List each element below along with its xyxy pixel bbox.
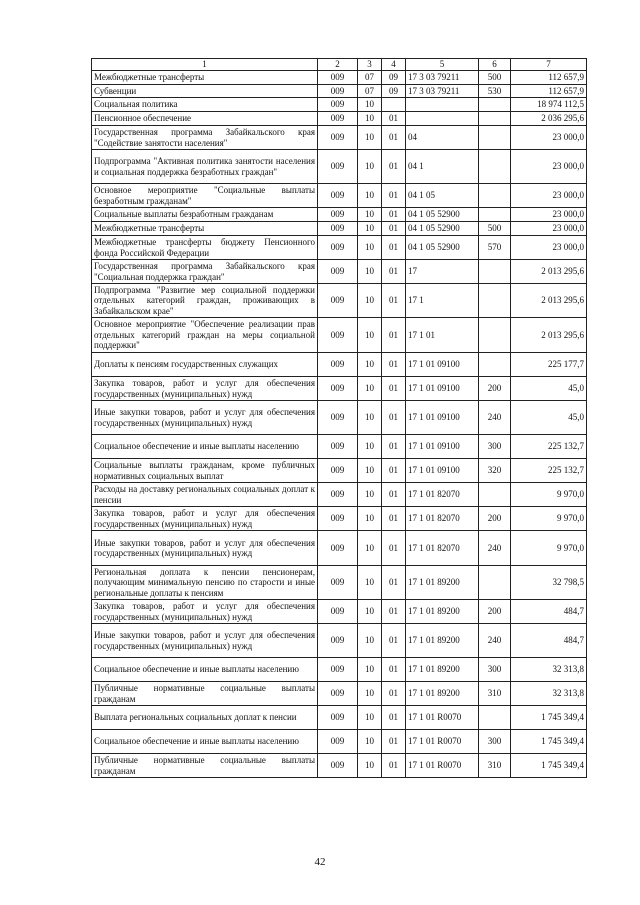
row-code-2-cell: 009 [318,507,358,531]
row-code-5-cell: 17 1 01 09100 [406,459,479,483]
row-code-3-cell: 10 [358,531,382,566]
row-code-4-cell: 01 [382,353,406,377]
row-code-3-cell: 10 [358,184,382,208]
row-code-3-cell: 10 [358,377,382,401]
row-code-2-cell: 009 [318,318,358,353]
row-code-4-cell: 01 [382,754,406,778]
row-sum-cell: 1 745 349,4 [511,730,587,754]
row-name-cell: Социальные выплаты безработным гражданам [92,208,318,222]
row-code-4-cell: 01 [382,531,406,566]
row-code-2-cell: 009 [318,624,358,658]
row-code-3-cell: 10 [358,126,382,150]
row-code-2-cell: 009 [318,284,358,318]
row-sum-cell: 225 177,7 [511,353,587,377]
row-code-6-cell: 500 [479,71,511,85]
row-code-6-cell: 240 [479,401,511,435]
table-row [92,706,587,730]
row-name-cell: Государственная программа Забайкальского края "Социальная поддержка граждан" [92,260,318,284]
row-code-5-cell: 17 1 01 89200 [406,600,479,624]
row-code-5-cell: 17 1 01 89200 [406,624,479,658]
row-code-3-cell: 10 [358,284,382,318]
row-code-5-cell [406,98,479,112]
table-row [92,71,587,85]
row-code-2-cell: 009 [318,260,358,284]
row-code-3-cell: 10 [358,236,382,260]
row-code-4-cell: 01 [382,184,406,208]
row-code-5-cell: 17 1 01 09100 [406,401,479,435]
row-code-3-cell: 10 [358,624,382,658]
table-row [92,459,587,483]
row-code-6-cell [479,260,511,284]
row-sum-cell: 9 970,0 [511,483,587,507]
row-code-2-cell: 009 [318,459,358,483]
row-name-cell: Региональная доплата к пенсии пенсионерам, получающим минимальную пенсию по старости и иные региональные доплаты к пенсиям [92,566,318,600]
row-name-cell: Основное мероприятие "Обеспечение реализации прав отдельных категорий граждан на меры социальной поддержки" [92,318,318,353]
header-cell-7: 7 [511,59,587,71]
row-code-4-cell: 01 [382,566,406,600]
header-cell-3: 3 [358,59,382,71]
row-sum-cell: 112 657,9 [511,71,587,85]
row-code-5-cell: 04 [406,126,479,150]
row-code-6-cell: 200 [479,377,511,401]
row-code-4-cell: 01 [382,284,406,318]
row-code-3-cell: 10 [358,600,382,624]
row-code-6-cell [479,208,511,222]
row-code-5-cell: 04 1 05 52900 [406,208,479,222]
row-code-3-cell: 07 [358,85,382,98]
row-code-4-cell: 01 [382,730,406,754]
table-row [92,435,587,459]
row-code-4-cell: 01 [382,483,406,507]
row-code-4-cell: 09 [382,71,406,85]
row-code-5-cell: 17 [406,260,479,284]
table-row [92,377,587,401]
row-code-6-cell: 200 [479,600,511,624]
row-code-2-cell: 009 [318,658,358,682]
row-code-2-cell: 009 [318,353,358,377]
budget-table [91,58,587,778]
row-name-cell: Социальное обеспечение и иные выплаты населению [92,730,318,754]
row-code-4-cell: 01 [382,624,406,658]
table-row [92,658,587,682]
row-sum-cell: 2 013 295,6 [511,260,587,284]
row-name-cell: Пенсионное обеспечение [92,112,318,126]
row-sum-cell: 2 013 295,6 [511,318,587,353]
row-code-2-cell: 009 [318,150,358,184]
table-row [92,600,587,624]
row-sum-cell: 484,7 [511,624,587,658]
row-name-cell: Подпрограмма "Активная политика занятости населения и социальная поддержка безработных граждан" [92,150,318,184]
table-row [92,222,587,236]
row-code-6-cell: 300 [479,658,511,682]
row-sum-cell: 32 798,5 [511,566,587,600]
row-name-cell: Публичные нормативные социальные выплаты гражданам [92,754,318,778]
row-code-4-cell: 01 [382,507,406,531]
table-row [92,353,587,377]
row-code-5-cell: 17 1 01 89200 [406,566,479,600]
row-name-cell: Закупка товаров, работ и услуг для обеспечения государственных (муниципальных) нужд [92,377,318,401]
row-code-4-cell: 01 [382,126,406,150]
table-row [92,184,587,208]
row-code-3-cell: 10 [358,260,382,284]
row-name-cell: Социальные выплаты гражданам, кроме публичных нормативных социальных выплат [92,459,318,483]
row-code-2-cell: 009 [318,236,358,260]
row-sum-cell: 32 313,8 [511,658,587,682]
row-code-6-cell [479,284,511,318]
row-name-cell: Закупка товаров, работ и услуг для обеспечения государственных (муниципальных) нужд [92,507,318,531]
row-code-2-cell: 009 [318,184,358,208]
table-row [92,98,587,112]
table-row [92,284,587,318]
row-code-6-cell [479,112,511,126]
table-row [92,624,587,658]
row-name-cell: Государственная программа Забайкальского края "Содействие занятости населения" [92,126,318,150]
row-code-4-cell: 01 [382,682,406,706]
table-row [92,260,587,284]
row-code-6-cell: 200 [479,507,511,531]
row-code-5-cell: 17 3 03 79211 [406,71,479,85]
row-code-6-cell [479,126,511,150]
row-code-3-cell: 10 [358,112,382,126]
row-sum-cell: 2 013 295,6 [511,284,587,318]
row-code-5-cell: 17 1 01 09100 [406,353,479,377]
row-name-cell: Доплаты к пенсиям государственных служащих [92,353,318,377]
table-row [92,682,587,706]
row-code-6-cell [479,184,511,208]
table-row [92,730,587,754]
row-code-3-cell: 10 [358,353,382,377]
row-code-6-cell [479,483,511,507]
row-code-5-cell: 04 1 05 52900 [406,236,479,260]
table-row [92,566,587,600]
row-code-5-cell: 17 1 01 R0070 [406,730,479,754]
row-code-3-cell: 10 [358,682,382,706]
row-code-4-cell: 01 [382,222,406,236]
row-code-2-cell: 009 [318,71,358,85]
row-name-cell: Социальное обеспечение и иные выплаты населению [92,435,318,459]
row-code-5-cell: 17 1 01 [406,318,479,353]
row-sum-cell: 9 970,0 [511,531,587,566]
header-cell-4: 4 [382,59,406,71]
row-code-3-cell: 10 [358,658,382,682]
row-name-cell: Подпрограмма "Развитие мер социальной поддержки отдельных категорий граждан, проживающих в Забайкальском крае" [92,284,318,318]
row-code-3-cell: 10 [358,401,382,435]
table-row [92,507,587,531]
row-code-2-cell: 009 [318,98,358,112]
row-code-4-cell: 01 [382,112,406,126]
row-code-2-cell: 009 [318,401,358,435]
row-code-2-cell: 009 [318,112,358,126]
row-code-3-cell: 10 [358,730,382,754]
row-code-5-cell: 04 1 05 [406,184,479,208]
table-row [92,318,587,353]
row-code-5-cell: 17 1 01 82070 [406,483,479,507]
row-name-cell: Межбюджетные трансферты [92,222,318,236]
row-sum-cell: 23 000,0 [511,208,587,222]
row-code-6-cell [479,150,511,184]
row-code-6-cell [479,566,511,600]
row-sum-cell: 23 000,0 [511,126,587,150]
table-row [92,236,587,260]
row-code-6-cell: 530 [479,85,511,98]
table-row [92,150,587,184]
row-code-5-cell: 17 1 01 89200 [406,682,479,706]
row-code-5-cell: 17 3 03 79211 [406,85,479,98]
page-number: 42 [314,856,326,868]
row-sum-cell: 9 970,0 [511,507,587,531]
row-code-4-cell: 01 [382,236,406,260]
row-code-3-cell: 07 [358,71,382,85]
row-code-5-cell: 17 1 [406,284,479,318]
row-code-2-cell: 009 [318,435,358,459]
row-sum-cell: 23 000,0 [511,236,587,260]
row-sum-cell: 2 036 295,6 [511,112,587,126]
row-code-4-cell: 09 [382,85,406,98]
row-code-4-cell: 01 [382,401,406,435]
row-code-6-cell: 500 [479,222,511,236]
row-code-2-cell: 009 [318,600,358,624]
row-code-5-cell: 17 1 01 R0070 [406,754,479,778]
table-row [92,112,587,126]
row-code-4-cell: 01 [382,600,406,624]
row-code-3-cell: 10 [358,150,382,184]
table-body [92,71,587,778]
row-sum-cell: 1 745 349,4 [511,754,587,778]
row-sum-cell: 45,0 [511,377,587,401]
row-code-3-cell: 10 [358,208,382,222]
row-name-cell: Социальное обеспечение и иные выплаты населению [92,658,318,682]
row-code-6-cell: 310 [479,682,511,706]
row-code-5-cell: 17 1 01 82070 [406,507,479,531]
header-cell-2: 2 [318,59,358,71]
row-name-cell: Иные закупки товаров, работ и услуг для обеспечения государственных (муниципальных) нужд [92,624,318,658]
row-code-5-cell: 17 1 01 89200 [406,658,479,682]
row-code-5-cell: 04 1 05 52900 [406,222,479,236]
row-name-cell: Расходы на доставку региональных социальных доплат к пенсии [92,483,318,507]
row-code-4-cell: 01 [382,706,406,730]
row-code-4-cell: 01 [382,658,406,682]
row-sum-cell: 23 000,0 [511,150,587,184]
row-code-2-cell: 009 [318,706,358,730]
row-name-cell: Иные закупки товаров, работ и услуг для обеспечения государственных (муниципальных) нужд [92,401,318,435]
row-code-2-cell: 009 [318,730,358,754]
row-name-cell: Закупка товаров, работ и услуг для обеспечения государственных (муниципальных) нужд [92,600,318,624]
row-code-6-cell: 320 [479,459,511,483]
row-sum-cell: 484,7 [511,600,587,624]
header-cell-6: 6 [479,59,511,71]
row-code-5-cell: 17 1 01 09100 [406,435,479,459]
row-code-4-cell: 01 [382,208,406,222]
row-code-2-cell: 009 [318,208,358,222]
row-code-5-cell [406,112,479,126]
row-name-cell: Субвенции [92,85,318,98]
row-sum-cell: 45,0 [511,401,587,435]
row-code-2-cell: 009 [318,566,358,600]
row-code-2-cell: 009 [318,483,358,507]
row-name-cell: Иные закупки товаров, работ и услуг для обеспечения государственных (муниципальных) нужд [92,531,318,566]
row-code-3-cell: 10 [358,483,382,507]
header-cell-5: 5 [406,59,479,71]
row-name-cell: Публичные нормативные социальные выплаты гражданам [92,682,318,706]
table-row [92,85,587,98]
row-code-2-cell: 009 [318,222,358,236]
table-row [92,483,587,507]
row-code-3-cell: 10 [358,706,382,730]
table-row [92,754,587,778]
row-code-4-cell: 01 [382,260,406,284]
row-name-cell: Выплата региональных социальных доплат к пенсии [92,706,318,730]
table-row [92,401,587,435]
row-code-6-cell [479,98,511,112]
row-code-2-cell: 009 [318,754,358,778]
row-code-6-cell: 300 [479,730,511,754]
table-row [92,126,587,150]
row-name-cell: Основное мероприятие "Социальные выплаты безработным гражданам" [92,184,318,208]
row-code-3-cell: 10 [358,98,382,112]
row-code-6-cell: 310 [479,754,511,778]
row-code-4-cell: 01 [382,318,406,353]
row-name-cell: Межбюджетные трансферты бюджету Пенсионного фонда Российской Федерации [92,236,318,260]
table-header-row [92,59,587,71]
row-code-6-cell: 240 [479,624,511,658]
row-code-4-cell: 01 [382,459,406,483]
row-sum-cell: 1 745 349,4 [511,706,587,730]
row-code-4-cell: 01 [382,435,406,459]
row-code-6-cell [479,353,511,377]
row-name-cell: Социальная политика [92,98,318,112]
header-cell-1: 1 [92,59,318,71]
row-code-5-cell: 17 1 01 R0070 [406,706,479,730]
row-sum-cell: 112 657,9 [511,85,587,98]
table-row [92,531,587,566]
row-code-3-cell: 10 [358,222,382,236]
row-sum-cell: 225 132,7 [511,459,587,483]
row-code-3-cell: 10 [358,507,382,531]
row-sum-cell: 32 313,8 [511,682,587,706]
row-code-3-cell: 10 [358,459,382,483]
row-sum-cell: 225 132,7 [511,435,587,459]
row-code-6-cell [479,706,511,730]
row-code-2-cell: 009 [318,531,358,566]
row-code-6-cell [479,318,511,353]
row-code-2-cell: 009 [318,682,358,706]
row-code-3-cell: 10 [358,435,382,459]
row-code-6-cell: 300 [479,435,511,459]
table-row [92,208,587,222]
row-code-5-cell: 17 1 01 09100 [406,377,479,401]
row-code-6-cell: 570 [479,236,511,260]
row-sum-cell: 23 000,0 [511,222,587,236]
row-code-3-cell: 10 [358,754,382,778]
row-code-2-cell: 009 [318,85,358,98]
row-code-2-cell: 009 [318,126,358,150]
row-code-2-cell: 009 [318,377,358,401]
row-code-4-cell: 01 [382,150,406,184]
row-code-3-cell: 10 [358,318,382,353]
row-code-5-cell: 17 1 01 82070 [406,531,479,566]
row-code-4-cell [382,98,406,112]
row-sum-cell: 18 974 112,5 [511,98,587,112]
row-code-4-cell: 01 [382,377,406,401]
row-code-6-cell: 240 [479,531,511,566]
row-code-5-cell: 04 1 [406,150,479,184]
row-sum-cell: 23 000,0 [511,184,587,208]
row-name-cell: Межбюджетные трансферты [92,71,318,85]
row-code-3-cell: 10 [358,566,382,600]
